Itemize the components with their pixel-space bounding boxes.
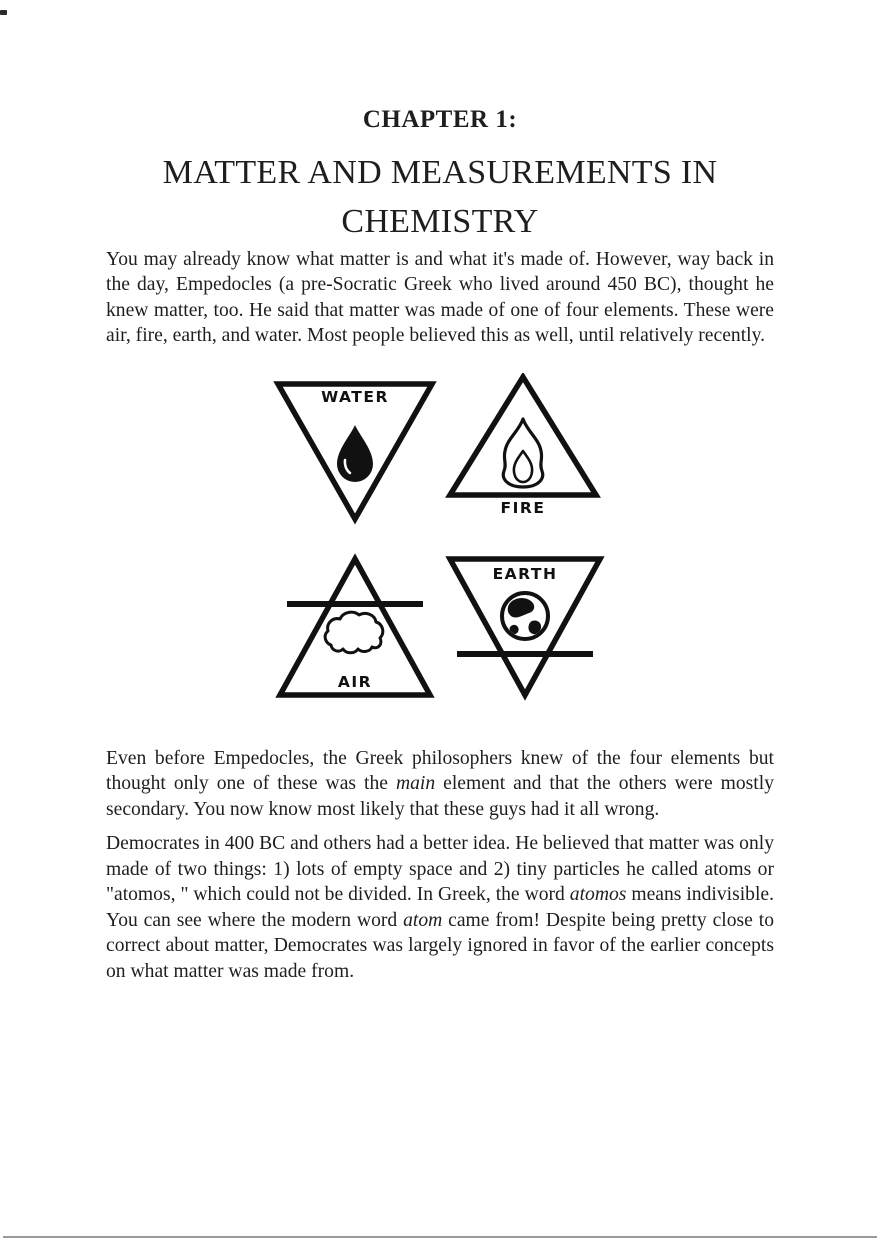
chapter-label: CHAPTER 1:	[362, 106, 518, 133]
footer-divider	[3, 1236, 877, 1238]
flame-icon	[503, 419, 542, 487]
paragraph-democrates: Democrates in 400 BC and others had a better idea. He believed that matter was only made of two things: 1) lots of empty space and 2) tiny particles he called atoms or "atomos, " which could not be divided. In Greek, the word atomos means indivisible. You can see where the modern word atom came from! Despite being pretty close to correct about matter, Democrates was largely ignored in favor of the earlier concepts on what matter was made from.	[106, 833, 774, 982]
earth-globe-icon	[502, 593, 548, 639]
page-title: MATTER AND MEASUREMENTS IN CHEMISTRY	[162, 154, 718, 241]
air-symbol	[280, 559, 430, 695]
four-elements-diagram	[270, 373, 610, 703]
paragraph-philosophers: Even before Empedocles, the Greek philosophers knew of the four elements but thought only one of these was the main element and that the others were mostly secondary. You now know most likely that these guys had it all wrong.	[106, 747, 774, 820]
cloud-icon	[325, 612, 383, 653]
earth-symbol	[450, 559, 600, 695]
paragraph-intro: You may already know what matter is and what it's made of. However, way back in the day, Empedocles (a pre-Socratic Greek who lived around 450 BC), thought he knew matter, too. He said that matter was made of one of four elements. These were air, fire, earth, and water. Most people believed this as well, until relatively recently.	[106, 248, 774, 347]
fire-label: FIRE	[500, 498, 546, 517]
fire-symbol	[450, 377, 596, 517]
air-label: AIR	[337, 672, 373, 691]
water-droplet-icon	[337, 425, 373, 482]
water-symbol	[278, 384, 432, 519]
water-label: WATER	[321, 387, 389, 406]
four-elements-figure	[106, 373, 774, 708]
earth-label: EARTH	[492, 564, 558, 583]
scan-artifact	[0, 10, 7, 15]
